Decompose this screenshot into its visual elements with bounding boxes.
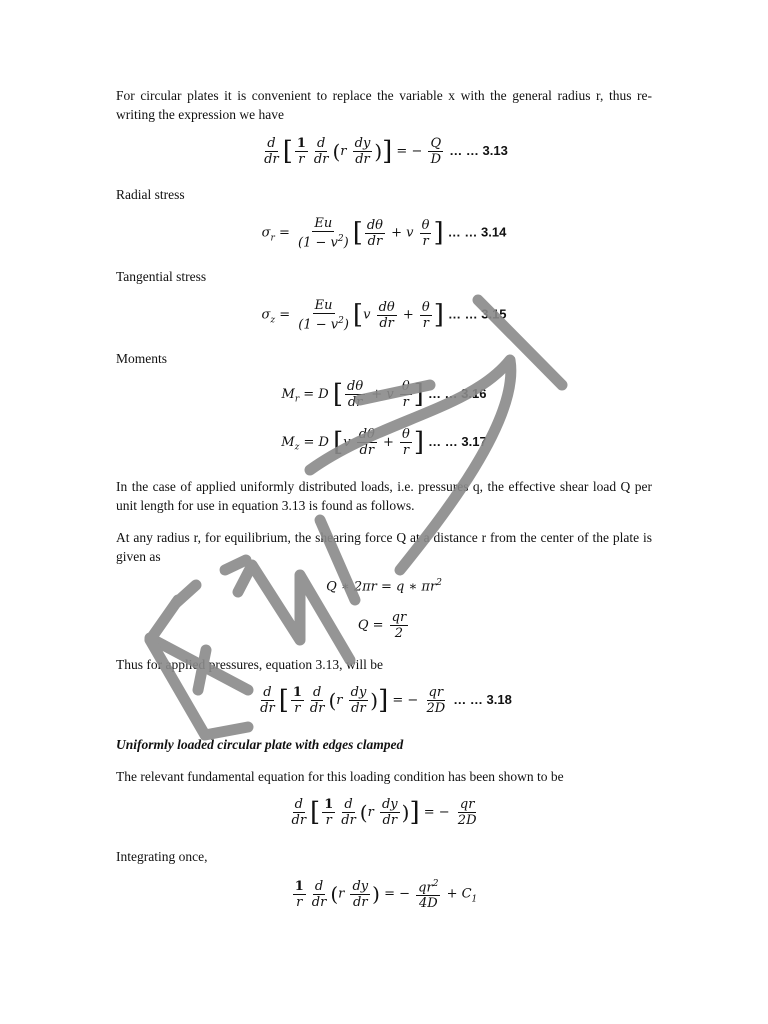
moments-label: Moments <box>116 351 168 366</box>
equation-3-15: $\sigma_z$ = $\frac{Eu}{(1 - v^2)}$ [v $\frac{d\theta}{dr}$ + $\frac{\theta}{r}$ ] … … 3.15 <box>261 298 507 333</box>
equation-3-16-tag: … … 3.16 <box>427 386 487 401</box>
equation-shear-balance: Q ∗ 2πr = q ∗ $\pi r^2$ <box>326 578 442 595</box>
relevant-paragraph: The relevant fundamental equation for this loading condition has been shown to be <box>116 769 564 784</box>
section-heading: Uniformly loaded circular plate with edges clamped <box>116 737 404 752</box>
equation-3-15-tag: … … 3.15 <box>448 306 507 322</box>
integrating-label: Integrating once, <box>116 849 208 864</box>
tangential-stress-label: Tangential stress <box>116 269 207 284</box>
radius-paragraph: At any radius r, for equilibrium, the shearing force Q at a distance r from the center of the plate is given as <box>116 530 652 564</box>
equation-3-14-tag: … … 3.14 <box>447 224 507 240</box>
equation-3-18-tag: … … 3.18 <box>453 692 512 707</box>
equation-3-14: $\sigma_r$ = $\frac{Eu}{(1 - v^2)}$ [ $\frac{d\theta}{dr}$ + v $\frac{\theta}{r}$ ] … … 3.14 <box>261 216 507 251</box>
equation-3-18: $\frac{d}{dr}$ [ $\frac{1}{r}$ $\frac{d}{dr}$ (r $\frac{dy}{dr}$ )] = − $\frac{qr}{2D}$ … … 3.18 <box>260 685 512 716</box>
equation-3-13-tag: … … 3.13 <box>449 143 508 158</box>
radial-stress-label: Radial stress <box>116 187 185 202</box>
udl-paragraph: In the case of applied uniformly distributed loads, i.e. pressures q, the effective shear load Q per unit length for use in equation 3.13 is found as follows. <box>116 479 652 513</box>
equation-fundamental: $\frac{d}{dr}$ [ $\frac{1}{r}$ $\frac{d}{dr}$ (r $\frac{dy}{dr}$ )] = − $\frac{qr}{2D}$ <box>291 797 477 828</box>
intro-paragraph: For circular plates it is convenient to replace the variable x with the general radius r, thus re-writing the expression we have <box>116 88 652 122</box>
equation-3-17: $M_z = D$ [v $\frac{d\theta}{dr}$ + $\frac{\theta}{r}$ ] … … 3.17 <box>281 427 487 458</box>
thus-paragraph: Thus for applied pressures, equation 3.13, will be <box>116 657 383 672</box>
equation-3-13: $\frac{d}{dr}$ [ $\frac{1}{r}$ $\frac{d}{dr}$ (r $\frac{dy}{dr}$ )] = − $\frac{Q}{D}$ … … 3.13 <box>264 136 508 167</box>
equation-shear-force: Q = $\frac{qr}{2}$ <box>357 610 407 641</box>
equation-integrated: $\frac{1}{r}$ $\frac{d}{dr}$ (r $\frac{dy}{dr}$ ) = − $\frac{qr^2}{4D}$ + $C_1$ <box>294 878 478 912</box>
equation-3-16: $M_r = D$ [ $\frac{d\theta}{dr}$ + v $\frac{\theta}{r}$ ] … … 3.16 <box>281 379 487 410</box>
equation-3-17-tag: … … 3.17 <box>428 434 487 449</box>
